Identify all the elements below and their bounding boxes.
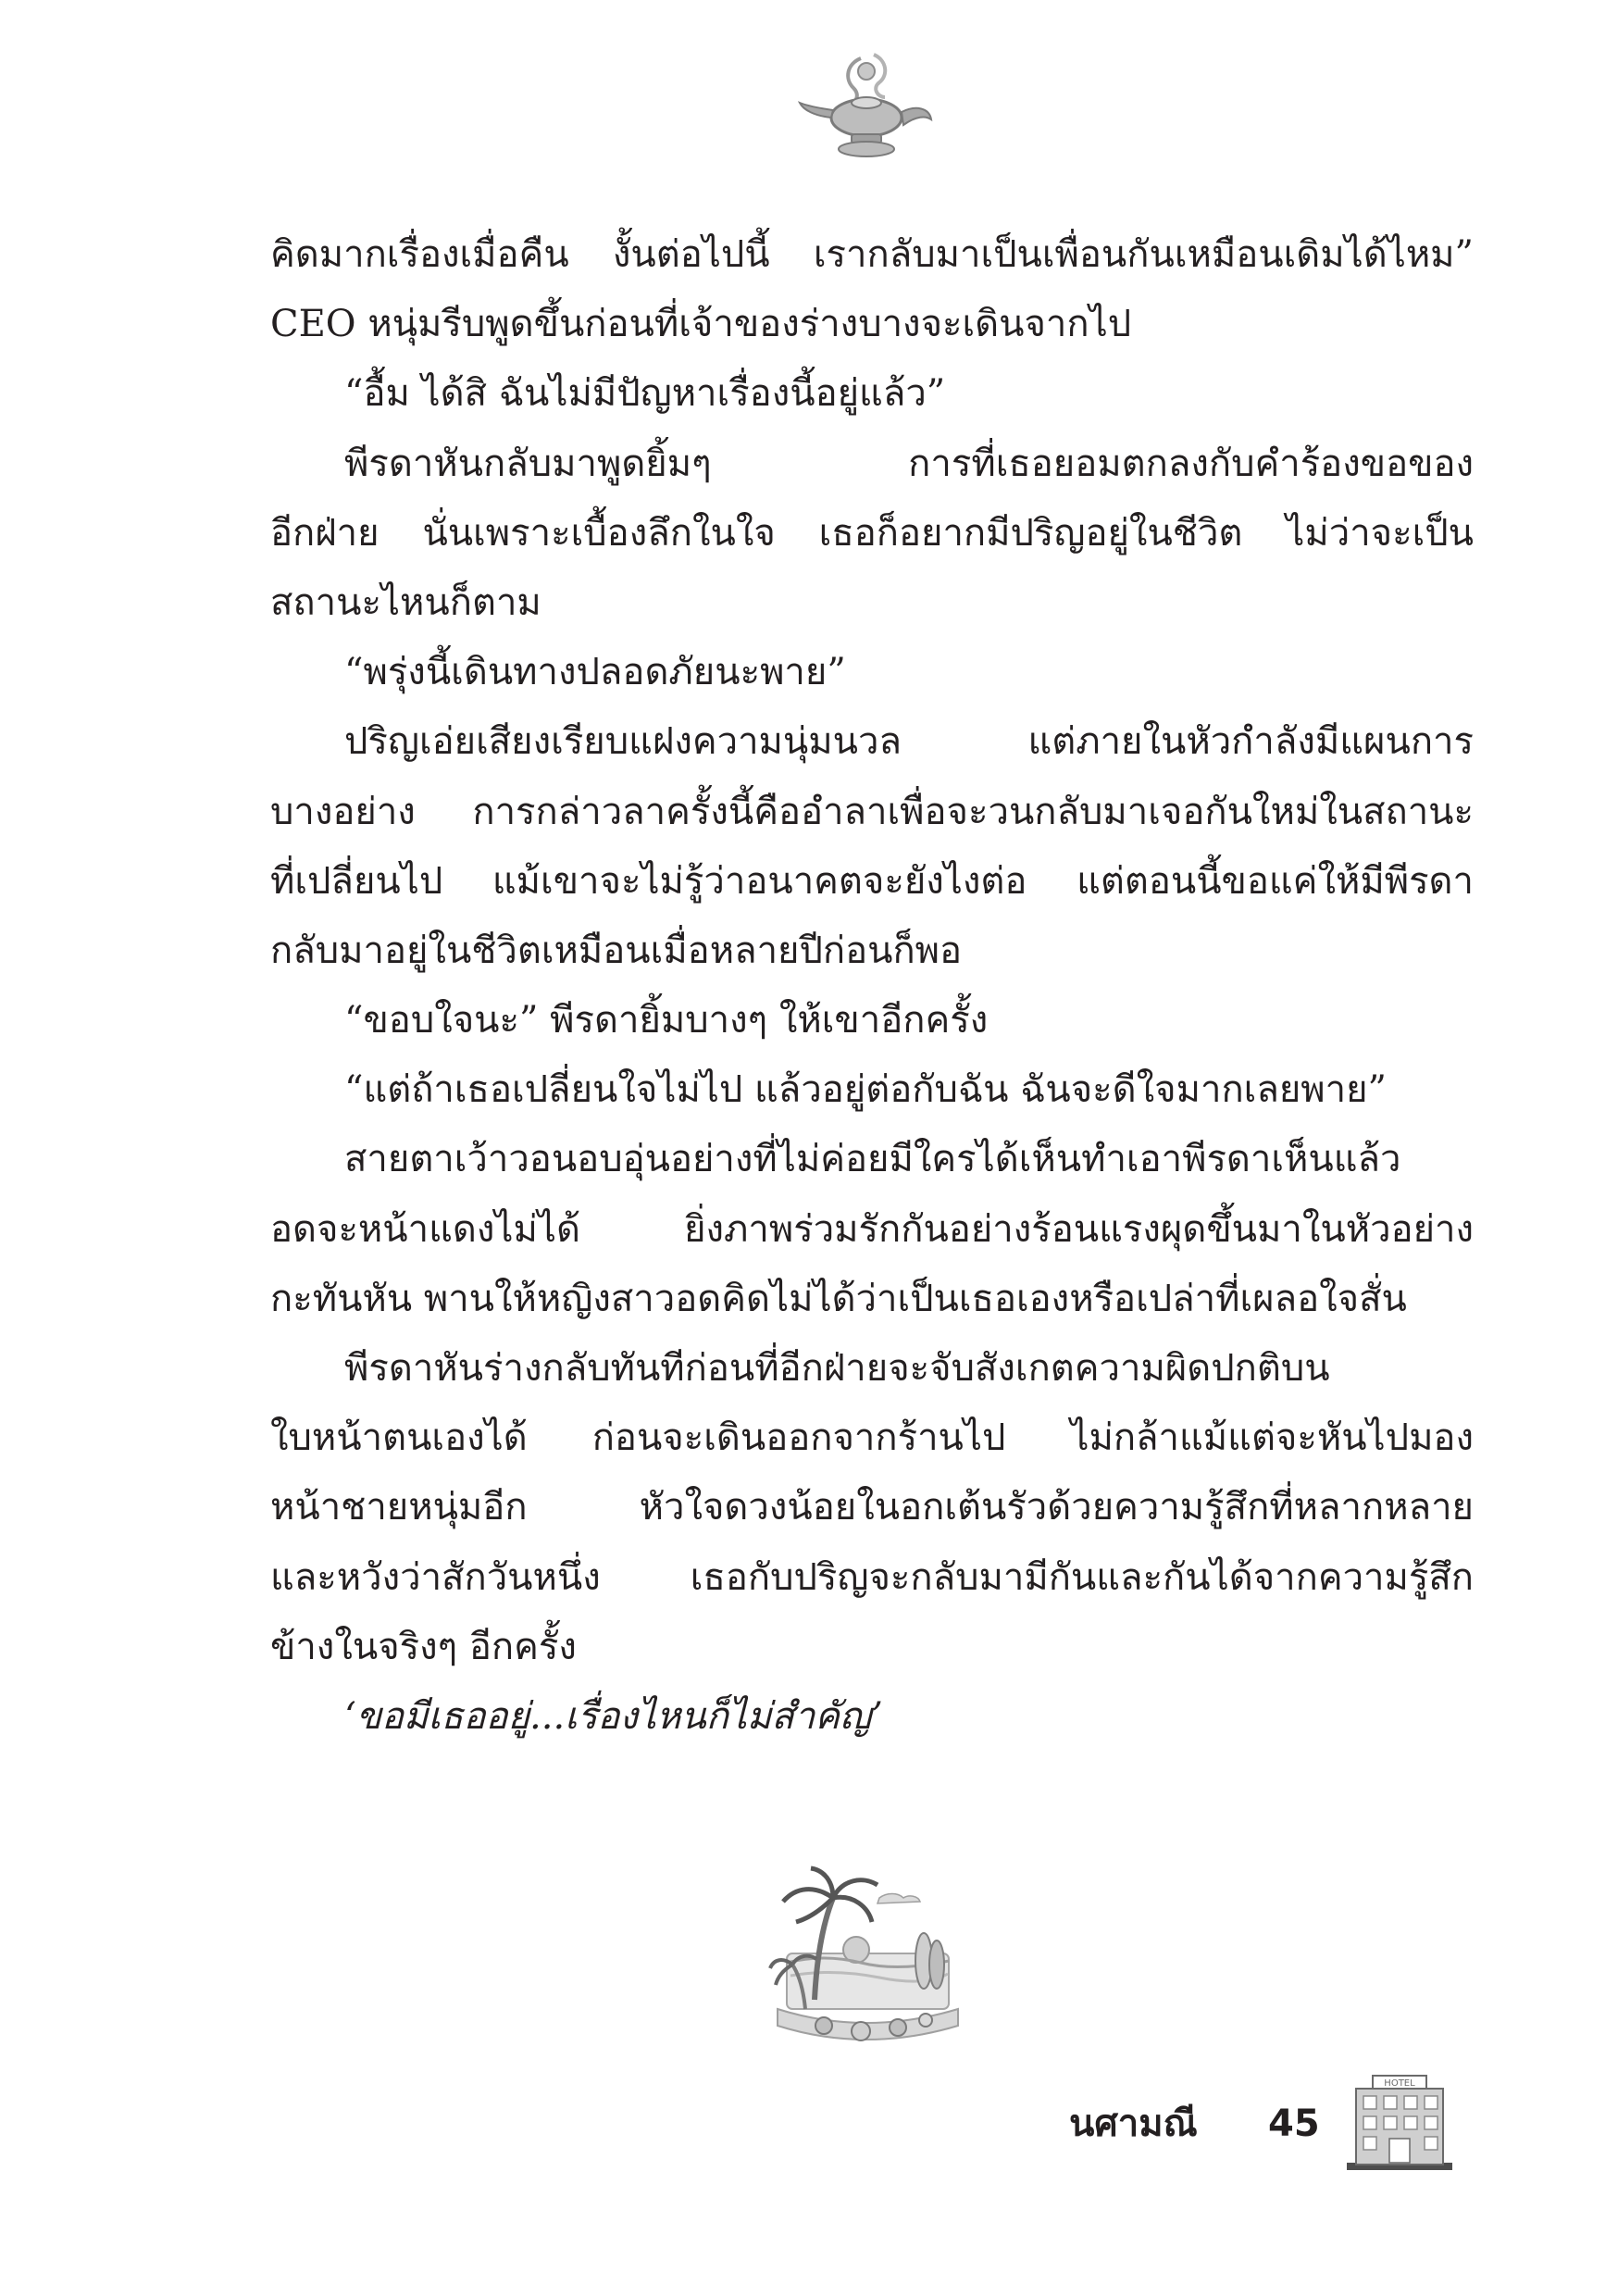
text-line: กลับมาอยู่ในชีวิตเหมือนเมื่อหลายปีก่อนก็พอ <box>270 929 963 972</box>
text-line: หน้าชายหนุ่มอีก หัวใจดวงน้อยในอกเต้นรัวด้วยความรู้สึกที่หลากหลาย <box>270 1486 1474 1529</box>
text-line: ใบหน้าตนเองได้ ก่อนจะเดินออกจากร้านไป ไม่กล้าแม้แต่จะหันไปมอง <box>270 1416 1474 1460</box>
text-line: กะทันหัน พานให้หญิงสาวอดคิดไม่ได้ว่าเป็นเธอเองหรือเปล่าที่เผลอใจสั่น <box>270 1277 1407 1320</box>
text-line: และหวังว่าสักวันหนึ่ง เธอกับปริญจะกลับมามีกันและกันได้จากความรู้สึก <box>270 1555 1474 1599</box>
inner-thought-line: ‘ขอมีเธออยู่...เรื่องไหนก็ไม่สำคัญ’ <box>344 1694 883 1738</box>
text-line: CEO หนุ่มรีบพูดขึ้นก่อนที่เจ้าของร่างบางจะเดินจากไป <box>270 303 1132 346</box>
dialogue-line: “ขอบใจนะ” พีรดายิ้มบางๆ ให้เขาอีกครั้ง <box>344 999 989 1042</box>
dialogue-line: “พรุ่งนี้เดินทางปลอดภัยนะพาย” <box>344 651 846 694</box>
paragraph-start: ปริญเอ่ยเสียงเรียบแฝงความนุ่มนวล แต่ภายในหัวกำลังมีแผนการ <box>344 720 1474 764</box>
text-line: ข้างในจริงๆ อีกครั้ง <box>270 1625 577 1668</box>
paragraph-start: สายตาเว้าวอนอบอุ่นอย่างที่ไม่ค่อยมีใครได้เห็นทำเอาพีรดาเห็นแล้ว <box>344 1138 1401 1181</box>
dialogue-line: “แต่ถ้าเธอเปลี่ยนใจไม่ไป แล้วอยู่ต่อกับฉัน ฉันจะดีใจมากเลยพาย” <box>344 1068 1387 1112</box>
hotel-sign-text: HOTEL <box>1384 2078 1415 2089</box>
genie-lamp-icon <box>796 51 935 167</box>
beach-palm-icon <box>768 1861 963 2055</box>
text-line: บางอย่าง การกล่าวลาครั้งนี้คืออำลาเพื่อจะวนกลับมาเจอกันใหม่ในสถานะ <box>270 790 1474 833</box>
paragraph-start: พีรดาหันกลับมาพูดยิ้มๆ การที่เธอยอมตกลงกับคำร้องขอของ <box>344 442 1474 485</box>
page-number: 45 <box>1268 2103 1320 2145</box>
text-line: อดจะหน้าแดงไม่ได้ ยิ่งภาพร่วมรักกันอย่างร้อนแรงผุดขึ้นมาในหัวอย่าง <box>270 1207 1474 1251</box>
dialogue-line: “อื้ม ได้สิ ฉันไม่มีปัญหาเรื่องนี้อยู่แล้ว” <box>344 372 946 416</box>
text-line: คิดมากเรื่องเมื่อคืน งั้นต่อไปนี้ เรากลับมาเป็นเพื่อนกันเหมือนเดิมได้ไหม” <box>270 233 1474 276</box>
story-text <box>270 220 1474 1752</box>
text-line: ที่เปลี่ยนไป แม้เขาจะไม่รู้ว่าอนาคตจะยังไงต่อ แต่ตอนนี้ขอแค่ให้มีพีรดา <box>270 859 1474 903</box>
hotel-building-icon <box>1345 2074 1454 2171</box>
paragraph-start: พีรดาหันร่างกลับทันทีก่อนที่อีกฝ่ายจะจับสังเกตความผิดปกติบน <box>344 1347 1330 1390</box>
author-name: นศามณี <box>1069 2103 1198 2145</box>
text-line: สถานะไหนก็ตาม <box>270 580 541 624</box>
text-line: อีกฝ่าย นั่นเพราะเบื้องลึกในใจ เธอก็อยากมีปริญอยู่ในชีวิต ไม่ว่าจะเป็น <box>270 511 1474 555</box>
